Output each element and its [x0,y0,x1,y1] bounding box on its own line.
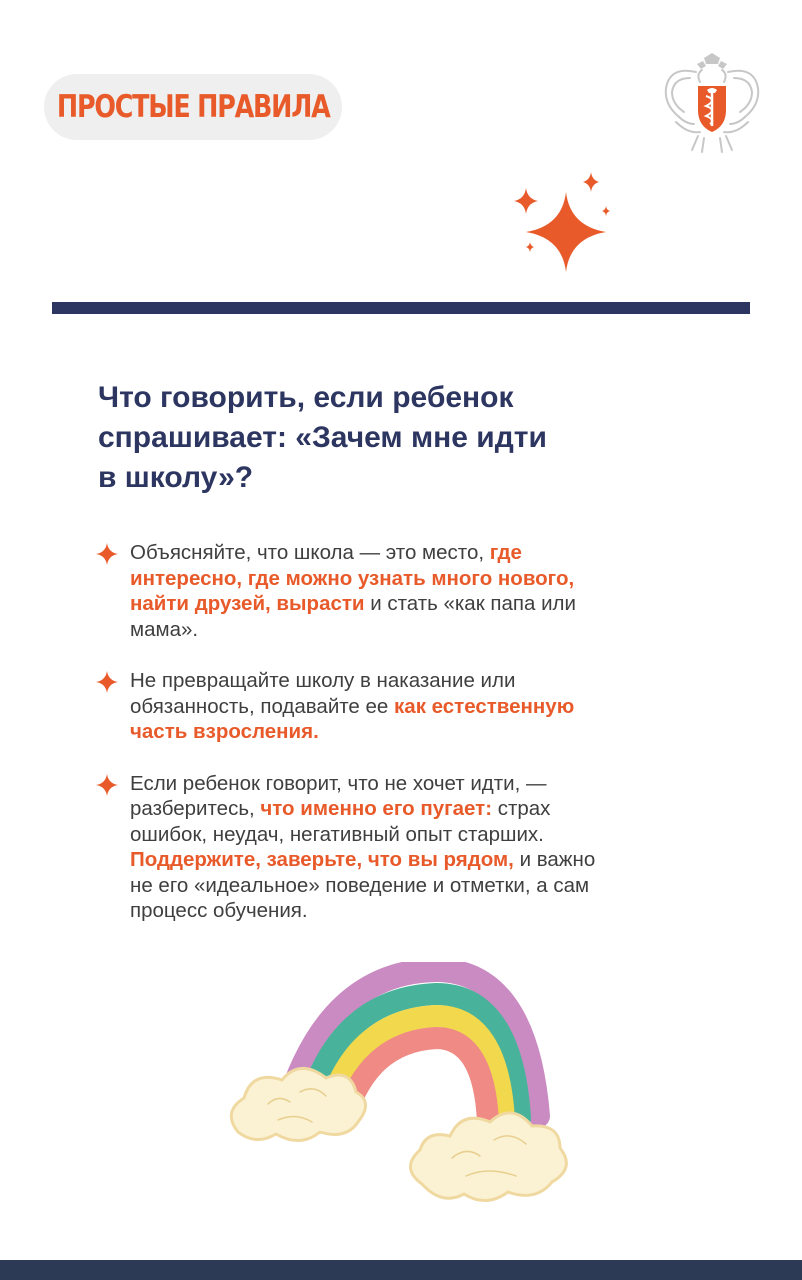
title-line: в школу»? [98,461,254,494]
tip-text: процесс обучения. [130,899,308,922]
tip-line [130,822,696,848]
tip-line [130,847,696,873]
tips-list [96,540,696,950]
tip-line [130,668,696,694]
tip-text: Не превращайте школу в наказание или [130,669,516,692]
tip-line [130,694,696,720]
tip-text: ошибок, неудач, негативный опыт старших. [130,822,544,846]
title-line: Что говорить, если ребенок [98,381,514,414]
title-line: спрашивает: «Зачем мне идти [98,421,547,454]
four-point-star-icon [96,774,118,796]
header-badge [44,74,342,140]
double-headed-eagle-emblem-icon [660,52,764,158]
tip-text: и важно [513,848,596,871]
highlighted-text: где [489,541,522,564]
tip-text: и стать «как папа или [364,592,576,615]
tip-line [130,540,696,566]
tip-line [130,566,696,592]
tip-item [96,771,696,924]
four-point-star-icon [96,671,118,693]
tip-text: разберитесь, [130,797,261,820]
tip-text: Если ребенок говорит, что не хочет идти, — [130,771,547,795]
tip-line [130,771,696,797]
tip-text: обязанность, подавайте ее [130,694,395,718]
tip-text: Объясняйте, что школа — это место, [130,541,490,564]
tip-line [130,617,696,643]
tip-item [96,668,696,745]
tip-item [96,540,696,642]
highlighted-text: как естественную [394,694,575,718]
page-title [98,378,698,498]
section-divider [52,302,750,314]
footer-bar [0,1260,802,1280]
rainbow-with-clouds-illustration [216,962,602,1210]
four-point-star-icon [96,543,118,565]
tip-text: страх [492,797,551,820]
highlighted-text: часть взросления. [130,720,319,743]
tip-text: мама». [130,617,199,641]
highlighted-text: Поддержите, заверьте, что вы рядом, [130,848,514,871]
badge-title: ПРОСТЫЕ ПРАВИЛА [56,89,330,125]
highlighted-text: что именно его пугает: [260,797,493,820]
tip-text: не его «идеальное» поведение и отметки, а сам [130,873,590,897]
tip-line [130,796,696,822]
sparkles-icon [508,170,618,274]
highlighted-text: найти друзей, вырасти [130,592,365,615]
tip-line [130,719,696,745]
tip-line [130,873,696,899]
highlighted-text: интересно, где можно узнать много нового, [130,566,575,590]
tip-line [130,591,696,617]
tip-line [130,898,696,924]
